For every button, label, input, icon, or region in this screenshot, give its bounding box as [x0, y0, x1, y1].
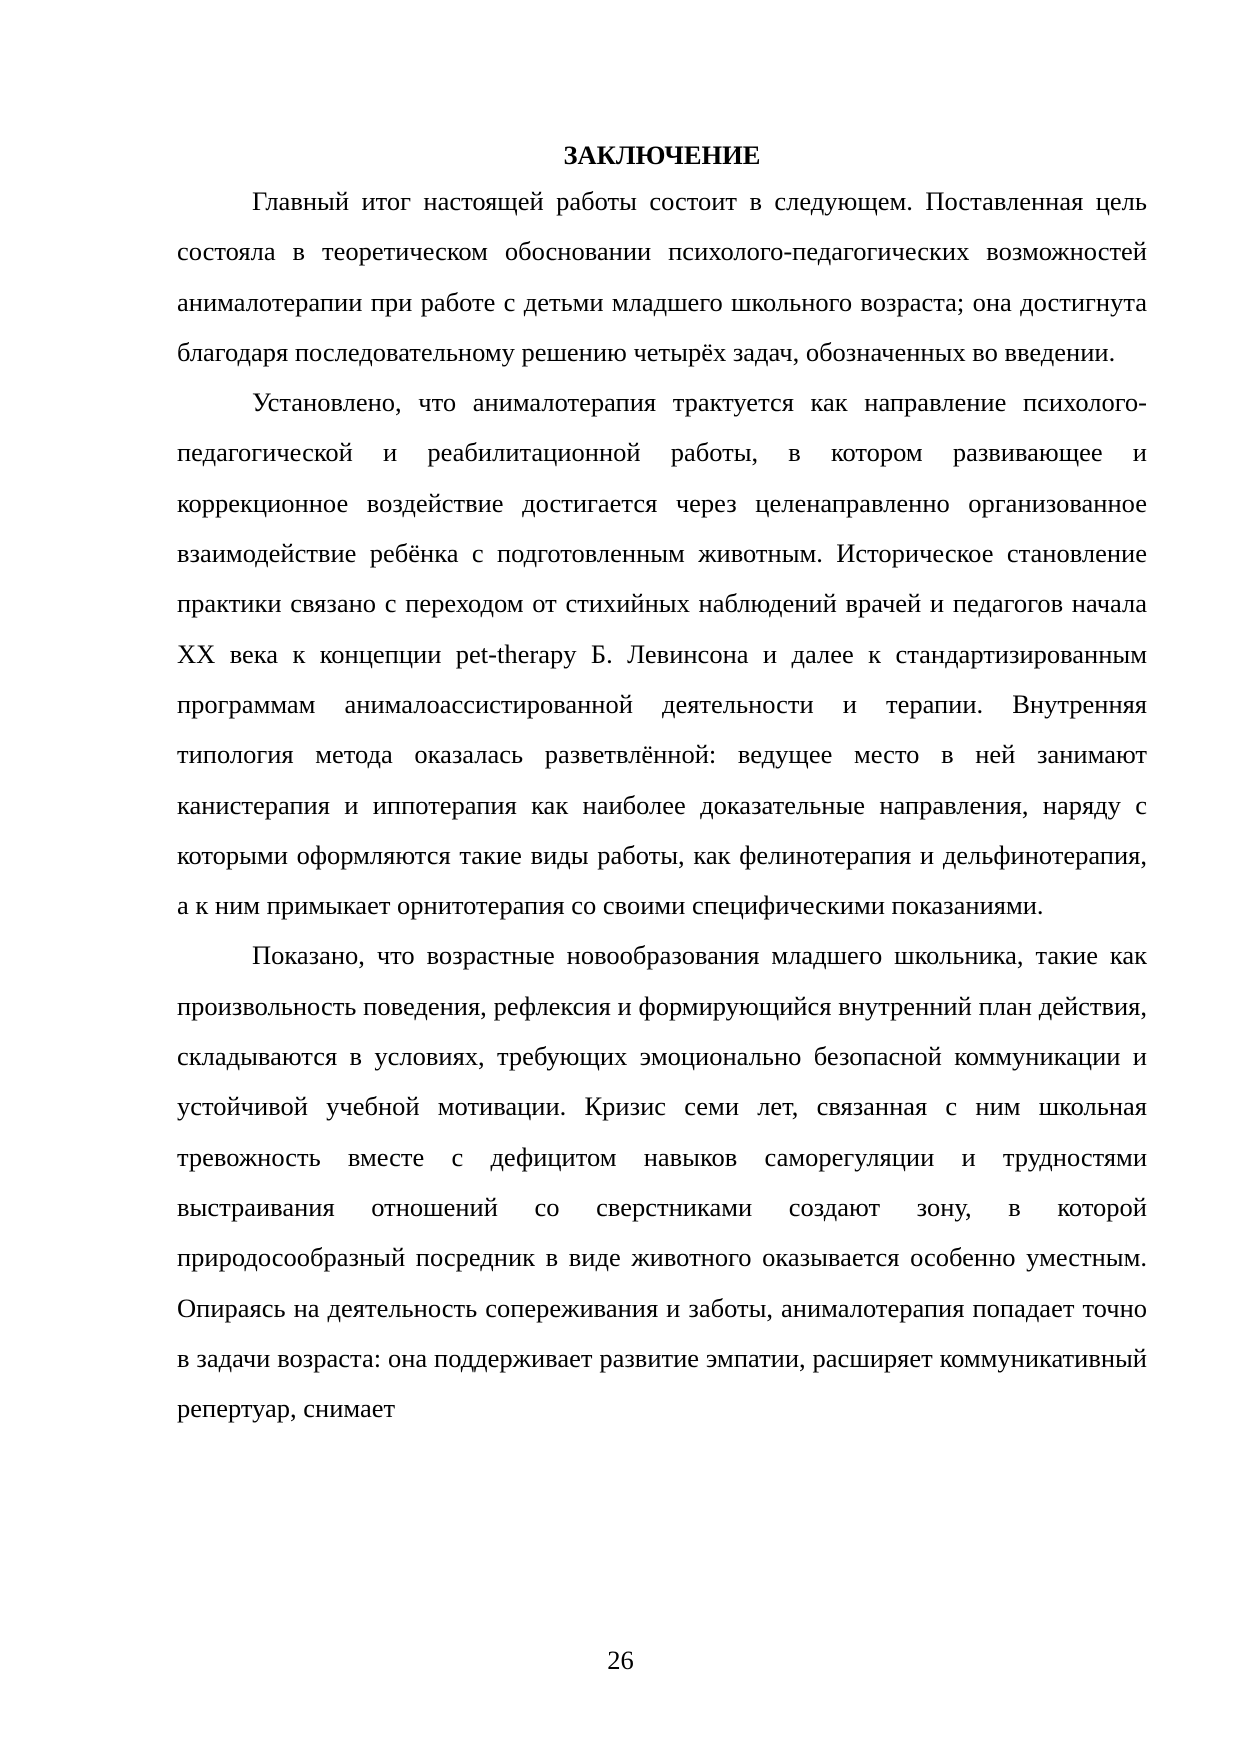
paragraph-age-features: Показано, что возрастные новообразования младшего школьника, такие как произвольность поведения, рефлексия и формирующийся внутренний план действия, складываются в условиях, требующих эмоционально безопасной коммуникации и устойчивой учебной мотивации. Кризис семи лет, связанная с ним школьная тревожность вместе с дефицитом навыков саморегуляции и трудностями выстраивания отношений со сверстниками создают зону, в которой природосообразный посредник в виде животного оказывается особенно уместным. Опираясь на деятельность сопереживания и заботы, анималотерапия попадает точно в задачи возраста: она поддерживает развитие эмпатии, расширяет коммуникативный репертуар, снимает [177, 940, 1147, 1424]
paragraph-summary: Главный итог настоящей работы состоит в следующем. Поставленная цель состояла в теоретическом обосновании психолого-педагогических возможностей анималотерапии при работе с детьми младшего школьного возраста; она достигнута благодаря последовательному решению четырёх задач, обозначенных во введении. [177, 186, 1147, 367]
paragraph-definition: Установлено, что анималотерапия трактуется как направление психолого-педагогической и реабилитационной работы, в котором развивающее и коррекционное воздействие достигается через целенаправленно организованное взаимодействие ребёнка с подготовленным животным. Историческое становление практики связано с переходом от стихийных наблюдений врачей и педагогов начала XX века к концепции pet-therapy Б. Левинсона и далее к стандартизированным программам анималоассистированной деятельности и терапии. Внутренняя типология метода оказалась разветвлённой: ведущее место в ней занимают канистерапия и иппотерапия как наиболее доказательные направления, наряду с которыми оформляются такие виды работы, как фелинотерапия и дельфинотерапия, а к ним примыкает орнитотерапия со своими специфическими показаниями. [177, 387, 1147, 921]
page-number: 26 [607, 1645, 634, 1675]
section-heading: ЗАКЛЮЧЕНИЕ [563, 140, 761, 170]
body-text [177, 176, 1147, 1433]
